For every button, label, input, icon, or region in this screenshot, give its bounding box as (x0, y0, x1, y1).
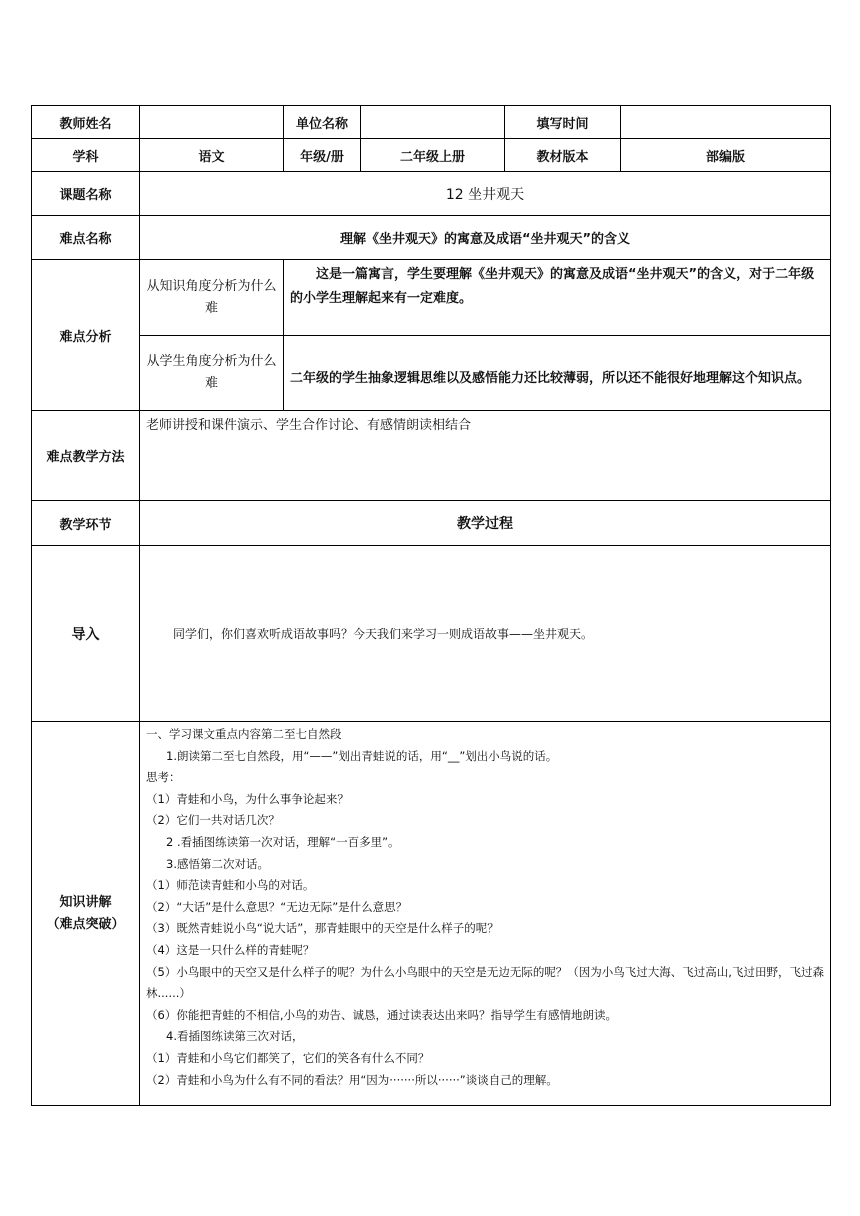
fill-time-value (621, 106, 831, 139)
knowledge-angle-text: 这是一篇寓言，学生要理解《坐井观天》的寓意及成语“坐井观天”的含义，对于二年级的小学生理解起来有一定难度。 (290, 267, 815, 306)
knowledge-line: （3）既然青蛙说小鸟“说大话”，那青蛙眼中的天空是什么样子的呢？ (146, 921, 499, 936)
difficulty-label: 难点名称 (32, 216, 140, 260)
intro-cell (140, 546, 831, 722)
knowledge-line: （1）青蛙和小鸟它们都笑了，它们的笑各有什么不同？ (146, 1050, 430, 1065)
subject-value: 语文 (140, 139, 284, 172)
intro-label: 导入 (32, 546, 140, 722)
analysis-label: 难点分析 (32, 260, 140, 411)
student-angle-label: 从学生角度分析为什么难 (140, 336, 284, 411)
grade-label: 年级/册 (284, 139, 361, 172)
knowledge-angle-label: 从知识角度分析为什么难 (140, 260, 284, 336)
method-label (32, 411, 140, 501)
topic-row (32, 172, 831, 216)
knowledge-line: 2 .看插图练读第一次对话，理解“一百多里”。 (166, 834, 400, 849)
edition-value: 部编版 (621, 139, 831, 172)
knowledge-line: （2）青蛙和小鸟为什么有不同的看法？用“因为·······所以······”谈谈自己的理解。 (146, 1072, 558, 1087)
knowledge-label (32, 722, 140, 1106)
knowledge-line: （2）“大话”是什么意思？“无边无际”是什么意思？ (146, 899, 408, 914)
knowledge-line: （2）它们一共对话几次？ (146, 813, 280, 828)
topic-label: 课题名称 (32, 172, 140, 216)
method-label-text: 难点教学方法 (46, 450, 125, 465)
teacher-name-value (140, 106, 284, 139)
process-stage-label: 教学环节 (32, 501, 140, 546)
knowledge-row (32, 722, 831, 1106)
knowledge-line: （5）小鸟眼中的天空又是什么样子的呢？为什么小鸟眼中的天空是无边无际的呢？（因为小鸟飞过大海、飞过高山,飞过田野，飞过森林......） (146, 964, 824, 1001)
knowledge-label-line2: （难点突破） (46, 916, 125, 932)
analysis-row-student (32, 336, 831, 411)
unit-name-label: 单位名称 (284, 106, 361, 139)
process-header-row (32, 501, 831, 546)
knowledge-angle-cell (284, 260, 831, 336)
edition-label: 教材版本 (505, 139, 621, 172)
intro-text: 同学们，你们喜欢听成语故事吗？今天我们来学习一则成语故事——坐井观天。 (173, 626, 594, 641)
method-row (32, 411, 831, 501)
knowledge-line: （4）这是一只什么样的青蛙呢？ (146, 942, 315, 957)
knowledge-content (140, 722, 831, 1106)
intro-row (32, 546, 831, 722)
lesson-plan-table (31, 105, 831, 1106)
subject-label: 学科 (32, 139, 140, 172)
knowledge-line: （6）你能把青蛙的不相信,小鸟的劝告、诚恳，通过读表达出来吗？指导学生有感情地朗读。 (146, 1007, 617, 1022)
knowledge-line: 一、学习课文重点内容第二至七自然段 (146, 727, 342, 741)
knowledge-line: （1）师范读青蛙和小鸟的对话。 (146, 878, 315, 893)
method-value: 老师讲授和课件演示、学生合作讨论、有感情朗读相结合 (146, 418, 472, 433)
teacher-name-label: 教师姓名 (32, 106, 140, 139)
knowledge-line: 4.看插图练读第三次对话， (166, 1029, 304, 1044)
student-angle-text: 二年级的学生抽象逻辑思维以及感悟能力还比较薄弱，所以还不能很好地理解这个知识点。 (290, 371, 811, 386)
difficulty-value: 理解《坐井观天》的寓意及成语“坐井观天”的含义 (140, 216, 831, 260)
unit-name-value (361, 106, 505, 139)
knowledge-line: 思考： (146, 770, 181, 785)
subject-row (32, 139, 831, 172)
method-cell (140, 411, 831, 501)
difficulty-row (32, 216, 831, 260)
grade-value: 二年级上册 (361, 139, 505, 172)
knowledge-line: 1.朗读第二至七自然段，用“——”划出青蛙说的话，用“__”划出小鸟说的话。 (166, 748, 558, 763)
header-row (32, 106, 831, 139)
analysis-row-knowledge (32, 260, 831, 336)
fill-time-label: 填写时间 (505, 106, 621, 139)
student-angle-cell (284, 336, 831, 411)
knowledge-line: 3.感悟第二次对话。 (166, 856, 269, 871)
knowledge-label-line1: 知识讲解 (59, 894, 112, 910)
knowledge-line: （1）青蛙和小鸟，为什么事争论起来？ (146, 791, 349, 806)
topic-value: 12 坐井观天 (140, 172, 831, 216)
process-label: 教学过程 (140, 501, 831, 546)
